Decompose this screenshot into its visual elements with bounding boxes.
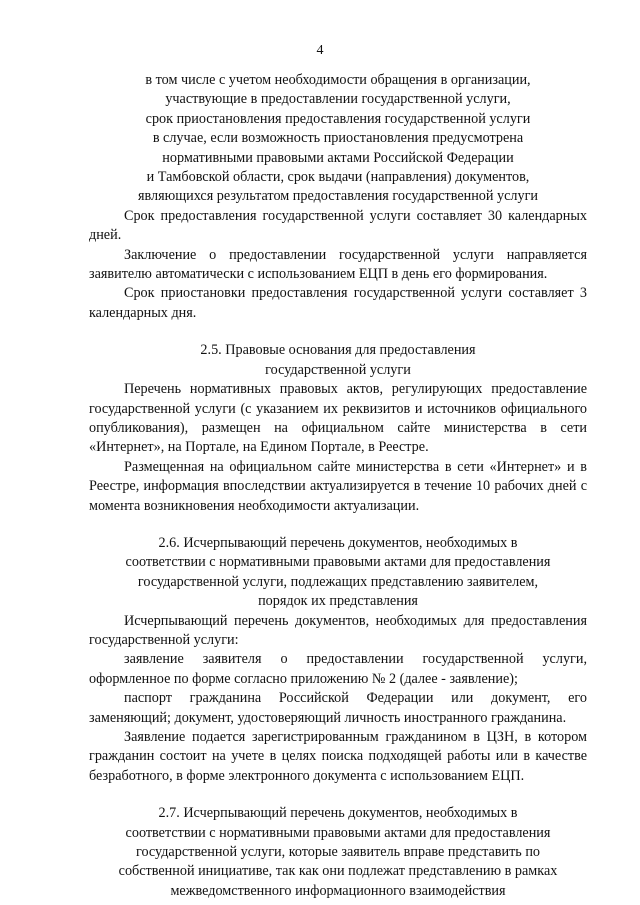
paragraph: паспорт гражданина Российской Федерации или документ, его заменяющий; документ, удостоверяющий личность иностранного гражданина. <box>89 690 587 726</box>
spacer <box>89 516 587 534</box>
heading-line: в случае, если возможность приостановления предусмотрена <box>152 130 524 147</box>
section-2-7-heading <box>89 804 587 901</box>
section-heading-line: межведомственного информационного взаимодействия <box>170 882 506 899</box>
paragraph: Исчерпывающий перечень документов, необходимых для предоставления государственной услуги: <box>89 612 587 648</box>
heading-line: являющихся результатом предоставления государственной услуги <box>137 188 539 205</box>
heading-line: нормативными правовыми актами Российской Федерации <box>162 149 514 166</box>
intro-heading <box>89 71 587 207</box>
section-heading-line: 2.6. Исчерпывающий перечень документов, необходимых в <box>158 534 518 551</box>
paragraph: Срок предоставления государственной услуги составляет 30 календарных дней. <box>89 207 587 244</box>
paragraph: Заключение о предоставлении государственной услуги направляется заявителю автоматически с использованием ЕЦП в день его формирования. <box>89 246 587 283</box>
section-heading-line: государственной услуги <box>265 361 411 378</box>
page-number: 4 <box>316 43 324 58</box>
heading-line: срок приостановления предоставления государственной услуги <box>145 110 531 127</box>
spacer <box>89 786 587 804</box>
paragraph: Перечень нормативных правовых актов, регулирующих предоставление государственной услуги (с указанием их реквизитов и источников официального опубликования), размещен на официальном сайте министерства в сети «Интернет», на Портале, на Едином Портале, в Реестре. <box>89 381 587 456</box>
spacer <box>89 323 587 341</box>
heading-line: участвующие в предоставлении государственной услуги, <box>165 91 511 108</box>
section-heading-line: 2.5. Правовые основания для предоставления <box>200 342 476 359</box>
section-heading-line: собственной инициативе, так как они подлежат представлению в рамках <box>118 863 558 880</box>
section-2-5-heading <box>89 341 587 380</box>
section-2-6-heading <box>89 534 587 612</box>
section-heading-line: соответствии с нормативными правовыми актами для предоставления <box>125 824 551 841</box>
section-heading-line: соответствии с нормативными правовыми актами для предоставления <box>125 554 551 571</box>
paragraph: Размещенная на официальном сайте министерства в сети «Интернет» и в Реестре, информация впоследствии актуализируется в течение 10 рабочих дней с момента возникновения необходимости актуализации. <box>89 458 587 514</box>
section-heading-line: порядок их представления <box>258 593 418 610</box>
section-heading-line: государственной услуги, подлежащих представлению заявителем, <box>137 573 539 590</box>
heading-line: в том числе с учетом необходимости обращения в организации, <box>145 72 531 88</box>
paragraph: заявление заявителя о предоставлении государственной услуги, оформленное по форме согласно приложению № 2 (далее - заявление); <box>89 651 587 687</box>
paragraph: Срок приостановки предоставления государственной услуги составляет 3 календарных дня. <box>89 285 587 321</box>
paragraph: Заявление подается зарегистрированным гражданином в ЦЗН, в котором гражданин состоит на учете в целях поиска подходящей работы или в качестве безработного, в форме электронного документа с использованием ЕЦП. <box>89 729 587 784</box>
section-heading-line: государственной услуги, которые заявитель вправе представить по <box>135 844 541 861</box>
section-heading-line: 2.7. Исчерпывающий перечень документов, необходимых в <box>158 805 518 822</box>
heading-line: и Тамбовской области, срок выдачи (направления) документов, <box>146 169 530 186</box>
document-body <box>89 71 587 901</box>
